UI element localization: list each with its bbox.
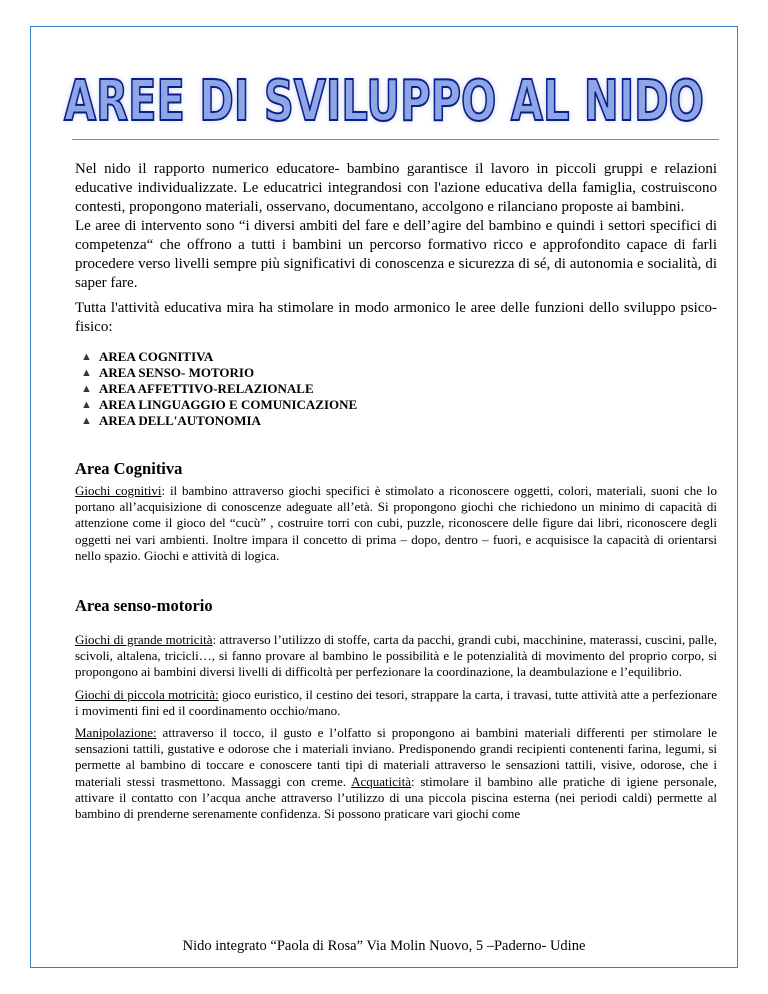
list-item: ▲ AREA COGNITIVA: [81, 349, 214, 364]
triangle-bullet-icon: ▲: [81, 415, 92, 427]
section-heading-cognitiva: Area Cognitiva: [75, 459, 183, 478]
intro-paragraph-3: Tutta l'attività educativa mira ha stimolare in modo armonico le aree delle funzioni dello sviluppo psico-fisico:: [75, 300, 717, 335]
cognitiva-paragraph: Giochi cognitivi: il bambino attraverso giochi specifici è stimolato a riconoscere oggetti, colori, materiali, suoni che lo portano all’acquisizione di conoscenze adeguate all’età. Si propongono giochi che richiedono un minimo di capacità di attenzione come il gioco del “cucù” , costruire torri con cubi, puzzle, riconoscere delle figure dai libri, riconoscere degli oggetti nei vari ambienti. Inoltre impara il concetto di prima – dopo, dentro – fuori, e acquisisce la capacità di orientarsi nello spazio. Giochi e attività di logica.: [75, 483, 717, 563]
areas-list: [81, 349, 717, 429]
document-body: [75, 160, 717, 822]
intro-paragraph-2: Le aree di intervento sono “i diversi ambiti del fare e dell’agire del bambino e quindi i settori specifici di competenza“ che offrono a tutti i bambini un percorso formativo ricco e approfondito capace di farli procedere verso livelli sempre più significativi di conoscenza e sicurezza di sé, di autonomia e socialità, di saper fare.: [75, 218, 717, 291]
triangle-bullet-icon: ▲: [81, 383, 92, 395]
svg-text:AREE DI SVILUPPO AL NIDO: AREE DI SVILUPPO AL NIDO: [64, 69, 704, 134]
piccola-motricita-paragraph: Giochi di piccola motricità: gioco euristico, il cestino dei tesori, strappare la carta, i travasi, tutte attività atte a perfezionare i movimenti fini ed il coordinamento occhio/mano.: [75, 686, 717, 718]
page-footer: Nido integrato “Paola di Rosa” Via Molin Nuovo, 5 –Paderno- Udine: [182, 938, 586, 954]
triangle-bullet-icon: ▲: [81, 351, 92, 363]
list-item: ▲ AREA SENSO- MOTORIO: [81, 365, 255, 380]
page-title: [0, 62, 768, 138]
intro-paragraph-1: Nel nido il rapporto numerico educatore- bambino garantisce il lavoro in piccoli gruppi e relazioni educative individualizzate. Le educatrici integrandosi con l'azione educativa della famiglia, costruiscono contesti, propongono materiali, osservano, documentano, accolgono e rilanciano proposte ai bambini.: [75, 161, 717, 215]
list-item: ▲ AREA LINGUAGGIO E COMUNICAZIONE: [81, 397, 358, 412]
title-rule: [72, 139, 719, 140]
list-item: ▲ AREA DELL'AUTONOMIA: [81, 413, 261, 428]
grande-motricita-paragraph: Giochi di grande motricità: attraverso l’utilizzo di stoffe, carta da pacchi, grandi cubi, macchinine, materassi, cuscini, palle, scivoli, altalena, tricicli…, si fanno provare al bambino le possibilità e le potenzialità di movimento del proprio corpo, si propongono ai bambini diversi livelli di difficoltà per perfezionare la coordinazione, la deambulazione e l’equilibrio.: [75, 632, 717, 680]
title-text: AREE DI SVILUPPO AL NIDO: [64, 69, 704, 134]
manipolazione-paragraph: Manipolazione: attraverso il tocco, il gusto e l’olfatto si propongono ai bambini materiali differenti per stimolare le sensazioni tattili, gustative e odorose che i materiali inviano. Predisponendo grandi recipienti contenenti farina, legumi, si permette al bambino di toccare e conoscere tanti tipi di materiali attraverso le sensazioni tattili, visive, odorose, che i materiali stessi trasmettono. Massaggi con creme. Acquaticità: stimolare il bambino alle pratiche di igiene personale, attivare il contatto con l’acqua anche attraverso l’utilizzo di una piccola piscina esterna (nei periodi caldi) permette al bambino di prenderne serenamente confidenza. Si possono praticare vari giochi come: [75, 725, 717, 822]
triangle-bullet-icon: ▲: [81, 367, 92, 379]
section-heading-senso-motorio: Area senso-motorio: [75, 596, 213, 616]
triangle-bullet-icon: ▲: [81, 399, 92, 411]
list-item: ▲ AREA AFFETTIVO-RELAZIONALE: [81, 381, 314, 396]
